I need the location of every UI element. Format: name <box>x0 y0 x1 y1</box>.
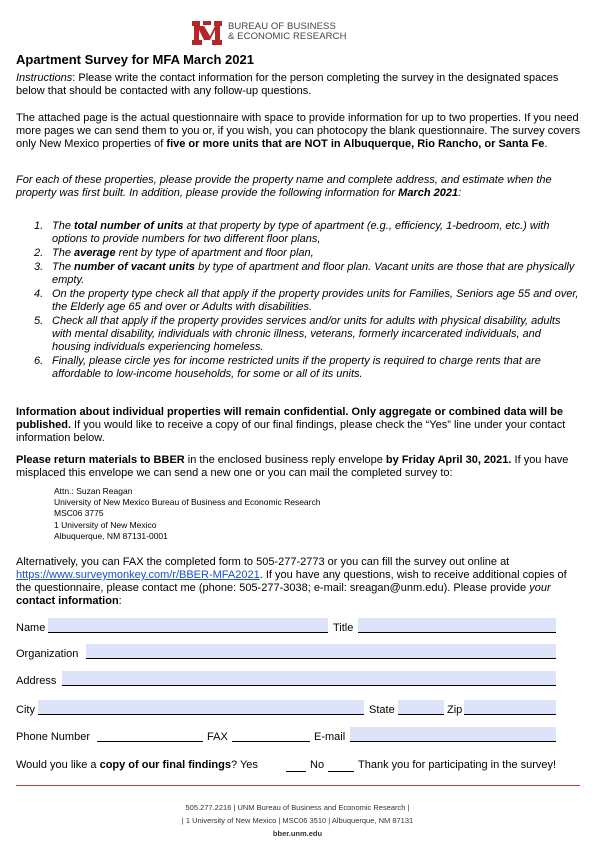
zip-field[interactable] <box>464 700 556 715</box>
list-number: 5. <box>34 315 44 327</box>
para2-text: The attached page is the actual questionnaire with space to provide information for up to two properties. If you need more pages we can send them to you or, if you wish, you can photocopy the blank questionnaire. The survey covers only New Mexico properties of <box>16 112 581 150</box>
list-item <box>34 288 582 314</box>
confidentiality-paragraph <box>16 406 582 445</box>
organization-label: Organization <box>16 648 79 660</box>
bber-header <box>190 20 410 46</box>
mailing-address <box>54 486 320 542</box>
list-item <box>34 261 582 287</box>
para4-text: If you would like to receive a copy of our final findings, please check the “Yes” line under your contact information below. <box>16 419 566 444</box>
state-label: State <box>369 704 395 716</box>
list-item <box>34 355 582 381</box>
para6-text1: Alternatively, you can FAX the completed form to 505-277-2773 or you can fill the survey out online at <box>16 556 510 568</box>
city-field[interactable] <box>38 700 364 715</box>
footer-divider <box>16 785 580 786</box>
organization-field[interactable] <box>86 644 556 659</box>
para2-end: . <box>544 138 548 150</box>
questionnaire-paragraph <box>16 112 582 151</box>
list-number: 4. <box>34 288 44 300</box>
para5-text1: in the enclosed business reply envelope <box>184 454 386 466</box>
title-field[interactable] <box>358 618 556 633</box>
org-name <box>228 22 347 42</box>
list-number: 2. <box>34 247 44 259</box>
yes-blank[interactable] <box>286 757 306 772</box>
zip-label: Zip <box>447 704 463 716</box>
footer-website[interactable]: bber.unm.edu <box>272 829 323 838</box>
address-label: Address <box>16 675 57 687</box>
question-text: Would you like a <box>16 759 100 771</box>
thanks-text: Thank you for participating in the survey! <box>358 759 557 771</box>
title-label: Title <box>333 622 354 634</box>
no-label: No <box>310 759 325 771</box>
phone-field[interactable] <box>97 727 203 742</box>
findings-question <box>16 759 258 771</box>
address-line: 1 University of New Mexico <box>54 519 157 530</box>
instructions-paragraph <box>16 72 582 98</box>
footer-line-2: | 1 University of New Mexico | MSC06 3510 | Albuquerque, NM 87131 <box>181 816 414 825</box>
address-line: Albuquerque, NM 87131-0001 <box>54 530 168 541</box>
no-blank[interactable] <box>328 757 354 772</box>
city-label: City <box>16 704 35 716</box>
address-field[interactable] <box>62 671 556 686</box>
para6-italic: your <box>529 582 551 594</box>
name-label: Name <box>16 622 46 634</box>
para6-text2: . If you have any questions, wish to receive additional copies of the questionnaire, please contact me (phone: 505-277-3038; e-mail: sreagan@unm.edu). Please provide <box>16 569 567 594</box>
address-line: University of New Mexico Bureau of Business and Economic Research <box>54 497 321 508</box>
fax-field[interactable] <box>232 727 310 742</box>
instructions-label: Instructions <box>16 72 73 84</box>
list-item <box>34 220 582 246</box>
name-field[interactable] <box>48 618 328 633</box>
list-bold: number of vacant units <box>74 261 196 273</box>
question-yes-label: ? Yes <box>230 759 258 771</box>
para4-bold: Information about individual properties will remain confidential. Only aggregate or combined data will be published. <box>16 406 564 431</box>
para2-bold: five or more units that are NOT in Albuquerque, Rio Rancho, or Santa Fe <box>166 138 545 150</box>
list-text: at that property by type of apartment (e.g., efficiency, 1-bedroom, etc.) with options to provide numbers for two different floor plans, <box>52 220 550 245</box>
list-number: 6. <box>34 355 44 367</box>
state-field[interactable] <box>398 700 444 715</box>
info-list <box>34 220 582 382</box>
phone-label: Phone Number <box>16 731 90 743</box>
survey-link[interactable]: https://www.surveymonkey.com/r/BBER-MFA2021 <box>16 569 260 581</box>
list-text: On the property type check all that apply if the property provides units for Families, Seniors age 55 and over, the Elderly age 65 and over or Adults with disabilities. <box>52 288 579 313</box>
email-label: E-mail <box>314 731 346 743</box>
list-text: The <box>52 220 75 232</box>
address-line: Attn.: Suzan Reagan <box>54 486 133 496</box>
list-text: Finally, please circle yes for income restricted units if the property is required to charge rents that are affordable to low-income households, for some or all of its units. <box>52 355 541 380</box>
address-line: MSC06 3775 <box>54 508 104 519</box>
list-text: Check all that apply if the property provides services and/or units for adults with physical disability, adults with mental disability, individuals with chronic illness, veterans, formerly incarcerated individuals, and housing individuals experiencing homeless. <box>52 315 561 353</box>
page-title: Apartment Survey for MFA March 2021 <box>16 52 254 67</box>
para5-text2: If you have misplaced this envelope we can send a new one or you can mail the completed survey to: <box>16 454 569 479</box>
question-bold: copy of our final findings <box>99 759 231 771</box>
email-field[interactable] <box>350 727 556 742</box>
para5-bold1: Please return materials to BBER <box>16 454 185 466</box>
para5-bold2: by Friday April 30, 2021. <box>385 454 512 466</box>
para3-bold: March 2021 <box>398 187 459 199</box>
property-paragraph <box>16 174 582 200</box>
para3-end: : <box>458 187 462 199</box>
footer-line-1: 505.277.2216 | UNM Bureau of Business and Economic Research | <box>185 803 410 812</box>
list-text: rent by type of apartment and floor plan, <box>115 247 314 259</box>
instructions-text: : Please write the contact information for the person completing the survey in the designated spaces below that should be contacted with any follow-up questions. <box>16 72 559 97</box>
list-number: 3. <box>34 261 44 273</box>
para3-text: For each of these properties, please provide the property name and complete address, and estimate when the property was first built. In addition, please provide the following information for <box>16 174 552 199</box>
list-item <box>34 315 582 354</box>
return-paragraph <box>16 454 582 480</box>
para6-end: : <box>118 595 122 607</box>
list-number: 1. <box>34 220 44 232</box>
org-line-2: & ECONOMIC RESEARCH <box>228 31 347 42</box>
list-text: by type of apartment and floor plan. Vacant units are those that are physically empty. <box>52 261 575 286</box>
list-bold: average <box>74 247 116 259</box>
list-text: The <box>52 261 75 273</box>
fax-paragraph <box>16 556 582 608</box>
list-item <box>34 247 582 260</box>
list-text: The <box>52 247 75 259</box>
fax-label: FAX <box>207 731 228 743</box>
list-bold: total number of units <box>74 220 184 232</box>
para6-bold: contact information <box>16 595 119 607</box>
org-line-1: BUREAU OF BUSINESS <box>228 21 336 32</box>
unm-bber-logo-icon <box>190 20 224 46</box>
